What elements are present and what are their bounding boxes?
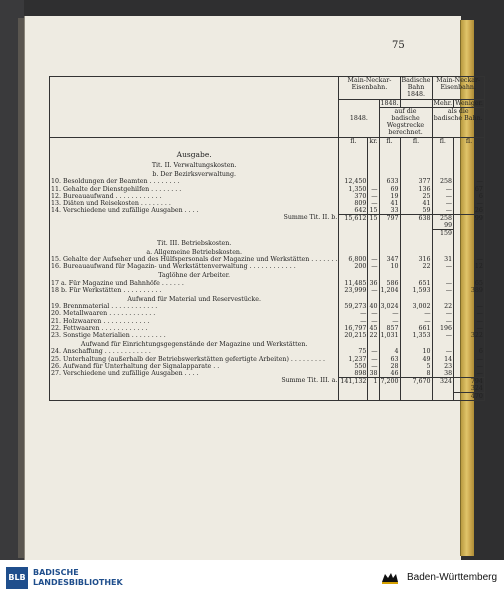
subsection-taglohne: Taglöhne der Arbeiter.: [50, 270, 339, 279]
row-weniger: 322: [454, 332, 485, 339]
sum-a: 15,612: [339, 214, 368, 222]
row-main-kr: 45: [369, 324, 378, 332]
row-badische-strecke: 69: [379, 186, 400, 193]
sum-kr: 15: [369, 214, 378, 222]
table-row: [50, 356, 485, 363]
unit-fl-2: fl.: [379, 137, 400, 145]
row-badische: 41: [400, 200, 432, 207]
row-main-fl: —: [339, 310, 368, 317]
row-mehr: —: [432, 348, 454, 355]
row-weniger: 26: [454, 207, 485, 214]
sum-a-extra-1: 99: [432, 222, 454, 230]
row-mehr: 22: [432, 303, 454, 310]
section-tit2: Tit. II. Verwaltungskosten.: [50, 160, 339, 169]
row-main-kr: 22: [369, 332, 378, 339]
row-label: 25. Unterhaltung (außerhalb der Betriebswerkstätten gefertigte Arbeiten) . . . . . . . . .: [50, 356, 339, 363]
row-mehr: —: [432, 332, 454, 339]
row-weniger: —: [454, 370, 485, 377]
row-weniger: —: [454, 356, 485, 363]
row-mehr: —: [432, 200, 454, 207]
row-badische-strecke: 46: [379, 370, 400, 377]
row-main-fl: 550: [339, 363, 368, 370]
row-label: 15. Gehalte der Aufseher und des Hülfspersonals der Magazine und Werkstätten . . . . . . .: [51, 255, 338, 263]
blb-logo[interactable]: BLB: [6, 567, 28, 589]
row-badische: —: [400, 310, 432, 317]
row-weniger: 65: [454, 280, 485, 287]
row-main-fl: 12,450: [339, 178, 368, 185]
row-mehr: —: [432, 280, 454, 287]
row-main-kr: —: [368, 287, 379, 294]
row-badische: —: [400, 318, 432, 325]
row-badische: 1,353: [400, 332, 432, 339]
table-row: [50, 363, 485, 370]
footer-bar: [0, 560, 504, 597]
library-name-line-1: BADISCHE: [33, 568, 79, 577]
library-name[interactable]: [33, 568, 123, 588]
row-weniger: —: [454, 310, 485, 317]
bw-text[interactable]: Baden-Württemberg: [407, 572, 498, 583]
subsection-allg: a. Allgemeine Betriebskosten.: [50, 247, 339, 256]
row-mehr: —: [432, 287, 454, 294]
row-mehr: 196: [432, 325, 454, 332]
row-mehr: —: [432, 310, 454, 317]
sum-b: 7,200: [380, 377, 399, 385]
row-label: 21. Holzwaaren . . . . . . . . . . . .: [50, 318, 339, 325]
sum-label: Summe Tit. III. a.: [50, 377, 339, 385]
row-main-fl: 1,237: [339, 356, 368, 363]
row-badische: 59: [400, 207, 432, 214]
row-main-fl: 6,800: [339, 256, 368, 263]
row-badische-strecke: 633: [379, 178, 400, 185]
sum-weniger: 794: [454, 377, 485, 385]
sum-mehr: 324: [432, 377, 454, 385]
row-main-kr: —: [368, 363, 379, 370]
table-row: [50, 332, 485, 339]
table-row: [50, 193, 485, 200]
sum-c: 7,670: [400, 377, 432, 385]
row-badische-strecke: 586: [379, 280, 400, 287]
header-als-badische: als die badische Bahn.: [432, 107, 484, 137]
row-main-fl: 809: [339, 200, 368, 207]
section-ausgabe: Ausgabe.: [50, 145, 339, 160]
table-row: [50, 256, 485, 263]
table-row: [50, 280, 485, 287]
row-badische: 10: [400, 348, 432, 355]
row-badische: 22: [400, 263, 432, 270]
row-badische: 1,593: [400, 287, 432, 294]
header-year-b: 1848.: [380, 99, 399, 107]
row-main-fl: 898: [339, 370, 368, 377]
table-row: [50, 303, 485, 310]
table-row: [50, 310, 485, 317]
sum-b: 797: [379, 214, 400, 222]
sum-a: 141,132: [340, 377, 367, 385]
header-empty-2: [400, 99, 432, 107]
row-mehr: —: [432, 263, 454, 270]
row-main-fl: 642: [339, 207, 368, 214]
row-badische: 5: [400, 363, 432, 370]
row-badische-strecke: 10: [379, 263, 400, 270]
subsection-aufwand: Aufwand für Material und Reservestücke.: [50, 294, 339, 303]
row-main-kr: —: [368, 186, 379, 193]
header-empty: [50, 77, 339, 138]
sum-a-extra-2: 159: [432, 230, 454, 238]
row-badische-strecke: 3,024: [380, 303, 399, 311]
sum-mehr: 258: [432, 214, 454, 222]
header-year-a: 1848.: [339, 99, 379, 137]
row-mehr: —: [432, 207, 454, 214]
row-main-kr: —: [368, 318, 379, 325]
row-main-fl: 75: [339, 348, 368, 355]
row-weniger: —: [454, 325, 485, 332]
sum-weniger: 99: [454, 214, 485, 222]
row-badische: 377: [400, 178, 432, 185]
row-badische-strecke: 1,204: [380, 286, 399, 294]
row-weniger: —: [454, 318, 485, 325]
sum-b-extra-1: 324: [454, 385, 485, 393]
header-mehr: Mehr.: [433, 99, 453, 107]
row-main-kr: 38: [369, 370, 378, 378]
row-main-kr: —: [368, 310, 379, 317]
table-row: [50, 263, 485, 270]
row-mehr: 23: [432, 363, 454, 370]
row-main-fl: 370: [339, 193, 368, 200]
row-weniger: 6: [454, 193, 485, 200]
table-row: [50, 200, 485, 207]
row-badische: 3,002: [400, 303, 432, 310]
unit-kr: kr.: [369, 137, 378, 145]
row-main-kr: —: [368, 256, 379, 263]
row-mehr: 38: [432, 370, 454, 377]
row-badische-strecke: 347: [379, 256, 400, 263]
row-label: 13. Diäten und Reisekosten . . . . . . . .: [50, 200, 339, 207]
ledger-body: [50, 145, 485, 401]
row-badische: 25: [400, 193, 432, 200]
row-badische-strecke: 857: [379, 325, 400, 332]
row-label: 11. Gehalte der Dienstgehilfen . . . . . . . .: [50, 186, 339, 193]
row-mehr: 14: [432, 356, 454, 363]
row-weniger: —: [454, 303, 485, 310]
table-row: [50, 178, 485, 185]
section-tit3: Tit. III. Betriebskosten.: [50, 238, 339, 247]
row-label: 27. Verschiedene und zufällige Ausgaben . . . .: [50, 370, 339, 377]
row-label: 20. Metallwaaren . . . . . . . . . . . .: [50, 310, 339, 317]
row-main-kr: —: [368, 193, 379, 200]
row-main-fl: 20,215: [339, 332, 368, 339]
row-mehr: 258: [432, 178, 454, 185]
unit-fl-4: fl.: [432, 137, 454, 145]
library-name-line-2: LANDESBIBLIOTHEK: [33, 578, 123, 587]
row-badische-strecke: 4: [379, 348, 400, 355]
row-main-fl: 200: [339, 263, 368, 270]
row-weniger: 389: [454, 287, 485, 294]
row-label: 23. Sonstige Materialien . . . . . . . . .: [50, 332, 339, 339]
table-row: [50, 370, 485, 377]
table-row: [50, 325, 485, 332]
row-badische: 316: [400, 256, 432, 263]
row-main-kr: [368, 178, 379, 185]
row-main-kr: —: [368, 263, 379, 270]
unit-fl-5: fl.: [454, 137, 485, 145]
row-main-kr: 15: [369, 207, 378, 215]
sum-b-extra-2: 470: [454, 393, 485, 401]
row-badische-strecke: 1,031: [380, 332, 399, 339]
sum-row-a: [50, 214, 485, 222]
row-label: 16. Bureauaufwand für Magazin- und Werkstättenverwaltung . . . . . . . . . . . .: [50, 263, 339, 270]
row-label: 24. Anschaffung . . . . . . . . . . . .: [50, 348, 339, 355]
unit-fl-1: fl.: [339, 137, 368, 145]
table-row: [50, 348, 485, 355]
row-label: 17 a. Für Magazine und Bahnhöfe . . . . . .: [50, 280, 339, 287]
header-weniger: Weniger.: [455, 99, 483, 107]
bw-lions-icon: [380, 570, 404, 586]
row-main-kr: 36: [369, 279, 378, 287]
ledger-table: [49, 76, 485, 401]
row-mehr: 31: [432, 256, 454, 263]
row-label: 12. Bureauaufwand . . . . . . . . . . . .: [50, 193, 339, 200]
row-badische-strecke: 63: [379, 356, 400, 363]
sum-label: Summe Tit. II. b.: [50, 214, 339, 222]
row-label: 19. Brennmaterial . . . . . . . . . . . .: [50, 303, 339, 310]
row-main-fl: 16,797: [339, 325, 368, 332]
row-label: 18 b. Für Werkstätten . . . . . . . . . .: [50, 287, 339, 294]
row-mehr: —: [432, 318, 454, 325]
row-badische-strecke: 33: [379, 207, 400, 214]
row-main-fl: 59,273: [339, 303, 368, 310]
row-badische: 651: [400, 280, 432, 287]
row-weniger: —: [454, 256, 485, 263]
row-badische: 49: [400, 356, 432, 363]
unit-fl-3: fl.: [400, 137, 432, 145]
row-badische: 8: [400, 370, 432, 377]
table-row: [50, 287, 485, 294]
sum-kr: 1: [368, 377, 379, 385]
subsection-einrichtung: Aufwand für Einrichtungsgegenstände der Magazine und Werkstätten.: [50, 339, 339, 348]
row-weniger: —: [454, 200, 485, 207]
row-label: 26. Aufwand für Unterhaltung der Signalapparate . .: [50, 363, 339, 370]
row-main-fl: 23,999: [339, 287, 368, 294]
header-main-neckar-2: Main-Neckar-Eisenbahn.: [432, 77, 484, 100]
row-weniger: —: [454, 363, 485, 370]
row-badische-strecke: 28: [379, 363, 400, 370]
table-row: [50, 207, 485, 214]
row-main-fl: —: [339, 318, 368, 325]
page-number: 75: [392, 40, 405, 51]
row-label: 22. Fettwaaren . . . . . . . . . . . .: [50, 325, 339, 332]
row-weniger: —: [454, 178, 485, 185]
row-badische-strecke: 41: [379, 200, 400, 207]
row-label: 14. Verschiedene und zufällige Ausgaben . . . .: [50, 207, 339, 214]
row-mehr: —: [432, 193, 454, 200]
header-main-neckar: Main-Neckar-Eisenbahn.: [339, 77, 400, 100]
row-badische-strecke: 19: [379, 193, 400, 200]
row-main-fl: 1,350: [339, 186, 368, 193]
row-weniger: 12: [454, 263, 485, 270]
row-main-kr: —: [368, 200, 379, 207]
row-weniger: 67: [454, 186, 485, 193]
sum-row-b: [50, 377, 485, 385]
row-main-kr: —: [368, 348, 379, 355]
row-badische-strecke: —: [379, 310, 400, 317]
row-badische: 661: [400, 325, 432, 332]
row-label: 10. Besoldungen der Beamten . . . . . . . .: [50, 178, 339, 185]
row-weniger: 6: [454, 348, 485, 355]
row-badische-strecke: —: [379, 318, 400, 325]
header-badische: Badische Bahn 1848.: [401, 77, 431, 99]
table-row: [50, 186, 485, 193]
row-main-fl: 11,485: [339, 280, 368, 287]
row-main-kr: —: [368, 356, 379, 363]
row-mehr: —: [432, 186, 454, 193]
row-badische: 136: [400, 186, 432, 193]
row-main-kr: 40: [369, 303, 378, 311]
header-auf-wegstrecke: auf die badische Wegstrecke berechnet.: [379, 107, 432, 137]
units-empty: [50, 137, 339, 145]
table-row: [50, 318, 485, 325]
sum-c: 638: [400, 214, 432, 222]
subsection-bezirk: b. Der Bezirksverwaltung.: [50, 169, 339, 178]
